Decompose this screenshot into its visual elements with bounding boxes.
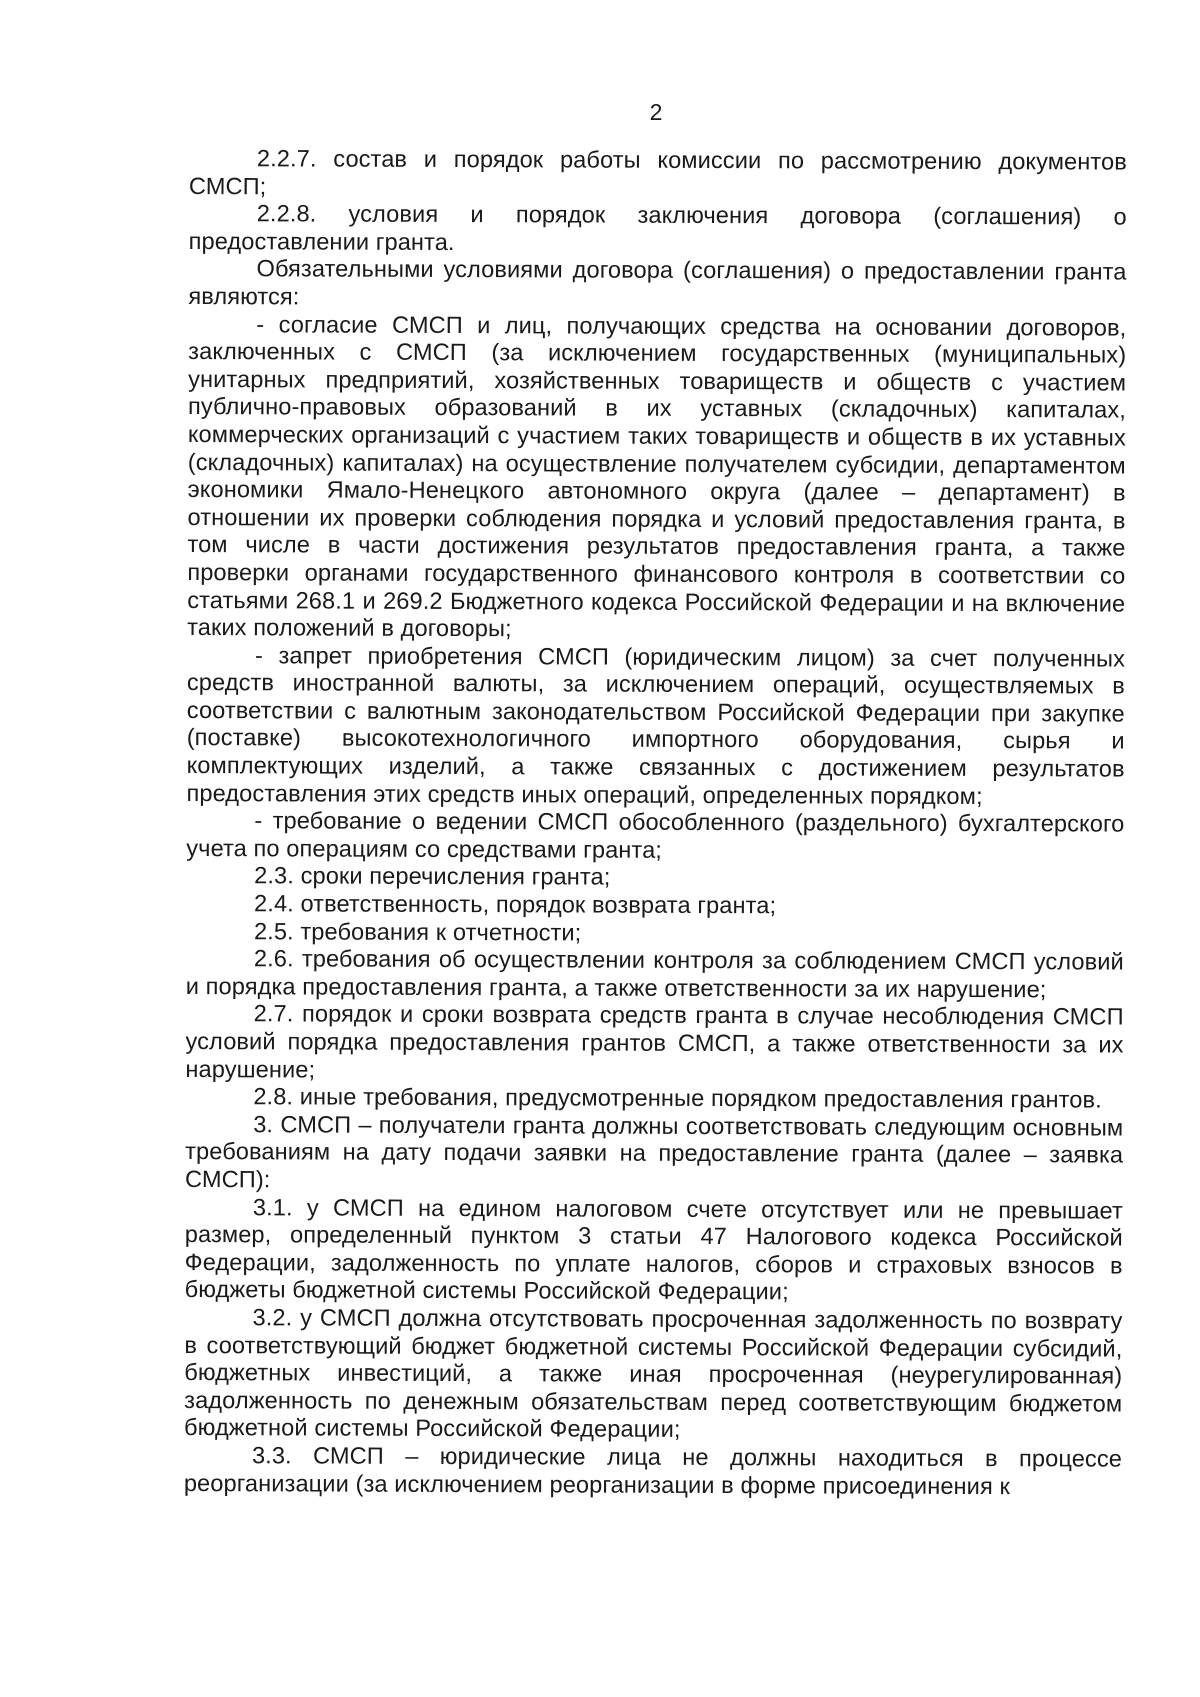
page-number: 2	[649, 99, 663, 125]
paragraph-2-5: 2.5. требования к отчетности;	[253, 918, 582, 947]
paragraph-2-7: 2.7. порядок и сроки возврата средств гранта в случае несоблюдения СМСП условий порядка предоставления грантов СМСП, а также ответственности за их нарушение;	[185, 1001, 1124, 1084]
paragraph-3-3: 3.3. СМСП – юридические лица не должны находиться в процессе реорганизации (за исключением реорганизации в форме присоединения к	[183, 1443, 1123, 1500]
paragraph-mandatory-conditions: Обязательными условиями договора (соглашения) о предоставлении гранта являются:	[188, 256, 1127, 311]
paragraph-2-8: 2.8. иные требования, предусмотренные порядком предоставления грантов.	[253, 1084, 1102, 1114]
paragraph-3-2: 3.2. у СМСП должна отсутствовать просроченная задолженность по возврату в соответствующий бюджет бюджетной системы Российской Федерации субсидий, бюджетных инвестиций, а также иная просроченная (неурегулированная) задолженность по денежным обязательствам перед соответствующим бюджетом бюджетной системы Российской Федерации;	[184, 1305, 1123, 1444]
paragraph-consent: - согласие СМСП и лиц, получающих средства на основании договоров, заключенных с СМСП (за исключением государственных (муниципальных) унитарных предприятий, хозяйственных товариществ и обществ с участием публично-правовых образований в их уставных (складочных) капиталах, коммерческих организаций с участием таких товариществ и обществ в их уставных (складочных) капиталах) на осуществление получателем субсидии, департаментом экономики Ямало-Ненецкого автономного округа (далее – департамент) в отношении их проверки соблюдения порядка и условий предоставления гранта, в том числе в части достижения результатов предоставления гранта, а также проверки органами государственного финансового контроля в соответствии со статьями 268.1 и 269.2 Бюджетного кодекса Российской Федерации и на включение таких положений в договоры;	[187, 311, 1127, 643]
paragraph-2-2-8: 2.2.8. условия и порядок заключения договора (соглашения) о предоставлении гранта.	[188, 201, 1127, 256]
paragraph-2-6: 2.6. требования об осуществлении контроля за соблюдением СМСП условий и порядка предоставления гранта, а также ответственности за их нарушение;	[185, 946, 1124, 1004]
document-body	[184, 146, 1127, 1502]
paragraph-2-3: 2.3. сроки перечисления гранта;	[254, 863, 611, 892]
paragraph-separate-accounting: - требование о ведении СМСП обособленного (раздельного) бухгалтерского учета по операциям со средствами гранта;	[186, 808, 1125, 864]
paragraph-3: 3. СМСП – получатели гранта должны соответствовать следующим основным требованиям на дату подачи заявки на предоставление гранта (далее – заявка СМСП):	[184, 1112, 1124, 1194]
paragraph-3-1: 3.1. у СМСП на едином налоговом счете отсутствует или не превышает размер, определенный пунктом 3 статьи 47 Налогового кодекса Российской Федерации, задолженность по уплате налогов, сборов и страховых взносов в бюджеты бюджетной системы Российской Федерации;	[184, 1194, 1123, 1306]
paragraph-currency-ban: - запрет приобретения СМСП (юридическим лицом) за счет полученных средств иностранной валюты, за исключением операций, осуществляемых в соответствии с валютным законодательством Российской Федерации при закупке (поставке) высокотехнологичного импортного оборудования, сырья и комплектующих изделий, а также связанных с достижением результатов предоставления этих средств иных операций, определенных порядком;	[186, 642, 1126, 810]
paragraph-2-4: 2.4. ответственность, порядок возврата гранта;	[254, 891, 777, 920]
paragraph-2-2-7: 2.2.7. состав и порядок работы комиссии по рассмотрению документов СМСП;	[188, 146, 1127, 200]
